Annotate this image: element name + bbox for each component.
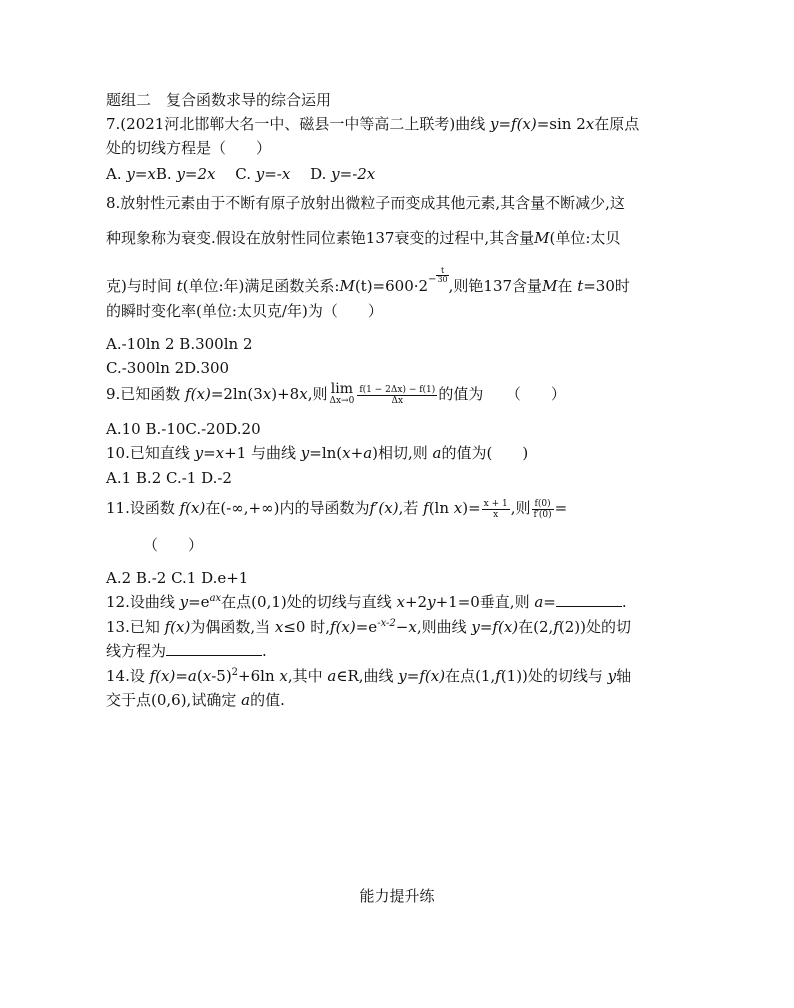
fraction-f0-over-fprime0: $\frac{f(0)}{f'(0)}$ <box>533 498 552 520</box>
question-10-options: A.1 B.2 C.-1 D.-2 <box>106 469 232 487</box>
question-11-bracket: （ ） <box>143 536 204 554</box>
question-8-line-2: 种现象称为衰变.假设在放射性同位素铯137衰变的过程中,其含量M(单位:太贝 <box>106 229 621 247</box>
question-7-line-1: 7.(2021河北邯郸大名一中、磁县一中等高二上联考)曲线 y=f(x)=sin 2x在原点 <box>106 115 640 133</box>
fraction-x-plus-1-over-x: $\frac{x + 1}{x}$ <box>483 498 508 520</box>
question-7-options: A. y=xB. y=2x C. y=-x D. y=-2x <box>106 165 376 183</box>
question-14-line-1: 14.设 $f(x)=a(x-5)^2+6\ln$ x,其中 a∈R,曲线 y=f(x)在点(1,f(1))处的切线与 y轴 <box>106 667 632 685</box>
question-11-line-1: 11.设函数 f(x)在(-∞,+∞)内的导函数为f′(x),若 f(ln x)= $\frac{x + 1}{x}$ ,则 $\frac{f(0)}{f'(0)}$ = <box>106 498 568 520</box>
question-9-options: A.10 B.-10C.-20D.20 <box>106 420 261 438</box>
answer-blank[interactable] <box>556 592 622 607</box>
limit-fraction: $\frac{f(1 - 2\Delta x) - f(1)}{\Delta x}$ <box>359 384 436 406</box>
limit-operator: lim Δx→0 <box>329 381 355 406</box>
question-9-line-1: 9.已知函数 f(x)=2ln(3x)+8x,则 lim Δx→0 $\frac{f(1 - 2\Delta x) - f(1)}{\Delta x}$ 的值为 （ ） <box>106 381 566 406</box>
question-8-line-4: 的瞬时变化率(单位:太贝克/年)为（ ） <box>106 302 383 320</box>
exponent-fraction: $\frac{t}{30}$ <box>437 266 448 284</box>
question-8-options-2: C.-300ln 2D.300 <box>106 359 230 377</box>
question-8-line-1: 8.放射性元素由于不断有原子放射出微粒子而变成其他元素,其含量不断减少,这 <box>106 194 625 212</box>
section-title: 题组二 复合函数求导的综合运用 <box>106 91 332 109</box>
question-8-options-1: A.-10ln 2 B.300ln 2 <box>106 335 253 353</box>
section-footer-title: 能力提升练 <box>359 887 435 905</box>
answer-blank[interactable] <box>166 641 262 656</box>
question-12-line-1: 12.设曲线 $y=e^{ax}$在点(0,1)处的切线与直线 x+2y+1=0垂直,则 a= . <box>106 593 627 611</box>
question-8-line-3: 克)与时间 t(单位:年)满足函数关系:M(t)=600·2− $\frac{t}{30}$ ,则铯137含量M在 t=30时 <box>106 266 630 295</box>
question-13-line-2: 线方程为 . <box>106 642 267 660</box>
question-11-options: A.2 B.-2 C.1 D.e+1 <box>106 569 249 587</box>
question-10-line-1: 10.已知直线 y=x+1 与曲线 y=ln(x+a)相切,则 a的值为( ) <box>106 444 529 462</box>
question-13-line-1: 13.已知 f(x)为偶函数,当 x≤0 时$,f(x)=e^{-x-2}-x$,则曲线 y=f(x)在(2,f(2))处的切 <box>106 618 631 636</box>
question-14-line-2: 交于点(0,6),试确定 a的值. <box>106 691 285 709</box>
question-7-line-2: 处的切线方程是（ ） <box>106 139 272 157</box>
